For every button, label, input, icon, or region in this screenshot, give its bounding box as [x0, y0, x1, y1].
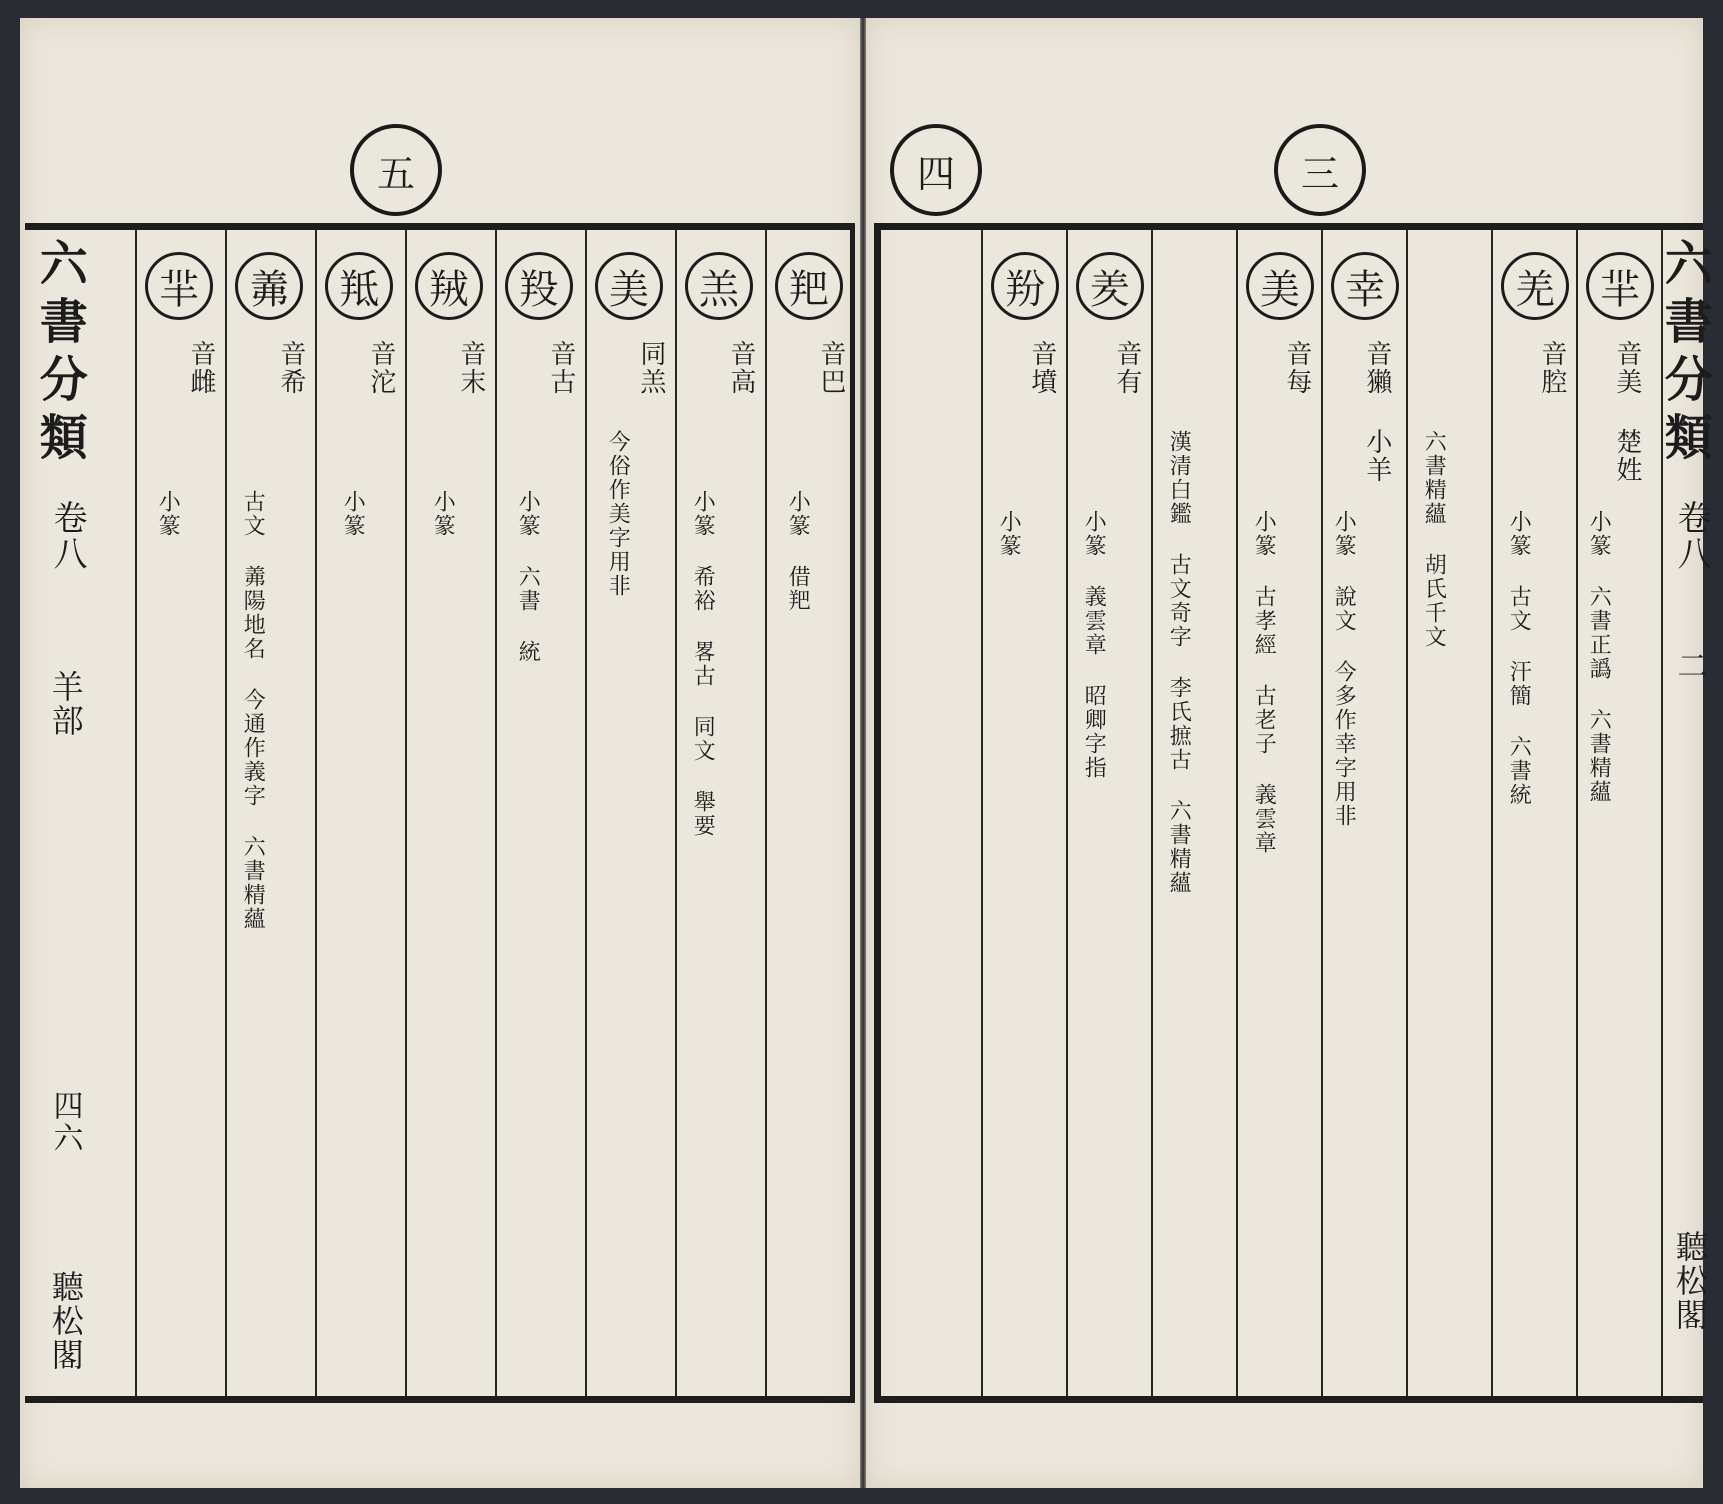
- entry-note: 古文 羛陽地名 今通作義字 六書精蘊: [240, 490, 266, 931]
- left-page: [20, 18, 860, 1488]
- entry-note: 小篆 古孝經 古老子 義雲章: [1251, 510, 1277, 855]
- head-character-seal: 幸: [1331, 252, 1399, 320]
- column-rule: [765, 230, 767, 1396]
- column-rule: [1576, 230, 1578, 1396]
- entry-note: 小篆: [430, 490, 456, 538]
- entry-reading: 同羔: [635, 340, 666, 396]
- head-character-seal: 羖: [505, 252, 573, 320]
- head-character-seal: 羛: [235, 252, 303, 320]
- head-character-seal: 羋: [145, 252, 213, 320]
- right-publisher: 聽松閣: [1670, 1230, 1709, 1332]
- column-rule: [1491, 230, 1493, 1396]
- column-rule: [495, 230, 497, 1396]
- entry-reading: 音墳: [1026, 340, 1057, 396]
- entry-note: 小篆: [155, 490, 181, 538]
- head-character-seal: 羔: [685, 252, 753, 320]
- head-character-seal: 美: [595, 252, 663, 320]
- column-rule: [585, 230, 587, 1396]
- entry-note: 六書精蘊 胡氏千文: [1421, 430, 1447, 649]
- column-rule: [1066, 230, 1068, 1396]
- entry-reading: 音雌: [185, 340, 216, 396]
- entry-reading: 音腔: [1536, 340, 1567, 396]
- page-number-three: 三: [1274, 124, 1366, 216]
- column-rule: [1236, 230, 1238, 1396]
- entry-reading: 音每: [1281, 340, 1312, 396]
- column-rule: [1406, 230, 1408, 1396]
- right-book-title: 六書分類: [1656, 238, 1713, 470]
- entry-note: 小篆: [340, 490, 366, 538]
- page-number-five: 五: [350, 124, 442, 216]
- entry-note: 小篆 借羓: [785, 490, 811, 613]
- entry-note: 小篆: [996, 510, 1022, 558]
- column-rule: [405, 230, 407, 1396]
- column-rule: [225, 230, 227, 1396]
- column-rule: [675, 230, 677, 1396]
- left-book-title: 六書分類: [31, 238, 88, 470]
- head-character-seal: 羢: [415, 252, 483, 320]
- head-character-seal: 美: [1246, 252, 1314, 320]
- entry-reading: 音有: [1111, 340, 1142, 396]
- column-rule: [315, 230, 317, 1396]
- right-page-label: 二: [1671, 650, 1707, 682]
- left-volume: 卷八: [47, 500, 88, 572]
- head-character-seal: 羝: [325, 252, 393, 320]
- entry-reading: 音美 楚姓: [1611, 340, 1642, 484]
- head-character-seal: 羑: [1076, 252, 1144, 320]
- entry-reading: 音巴: [815, 340, 846, 396]
- column-rule: [1151, 230, 1153, 1396]
- right-page: [866, 18, 1713, 1488]
- head-character-seal: 羓: [775, 252, 843, 320]
- column-rule: [135, 230, 137, 1396]
- head-character-seal: 羒: [991, 252, 1059, 320]
- column-rule: [981, 230, 983, 1396]
- entry-note: 小篆 六書正譌 六書精蘊: [1586, 510, 1612, 804]
- right-volume: 卷八: [1671, 500, 1712, 572]
- right-text-frame: [874, 223, 1713, 1403]
- entry-reading: 音沱: [365, 340, 396, 396]
- column-rule: [1321, 230, 1323, 1396]
- entry-note: 小篆 說文 今多作幸字用非: [1331, 510, 1357, 828]
- entry-note: 小篆 希裕 畧古 同文 舉要: [690, 490, 716, 838]
- head-character-seal: 羋: [1586, 252, 1654, 320]
- entry-reading: 音古: [545, 340, 576, 396]
- left-text-frame: [25, 223, 855, 1403]
- entry-note: 小篆 六書 統: [515, 490, 541, 664]
- left-publisher: 聽松閣: [46, 1270, 85, 1372]
- entry-note: 漢清白鑑 古文奇字 李氏摭古 六書精蘊: [1166, 430, 1192, 895]
- page-number-four: 四: [890, 124, 982, 216]
- entry-reading: 音獺 小羊: [1361, 340, 1392, 484]
- entry-reading: 音高: [725, 340, 756, 396]
- left-page-label: 四六: [47, 1090, 83, 1154]
- entry-note: 今俗作美字用非: [605, 430, 631, 598]
- entry-reading: 音末: [455, 340, 486, 396]
- entry-note: 小篆 義雲章 昭卿字指: [1081, 510, 1107, 780]
- left-section: 羊部: [46, 670, 85, 738]
- head-character-seal: 羌: [1501, 252, 1569, 320]
- entry-reading: 音希: [275, 340, 306, 396]
- entry-note: 小篆 古文 汗簡 六書統: [1506, 510, 1532, 807]
